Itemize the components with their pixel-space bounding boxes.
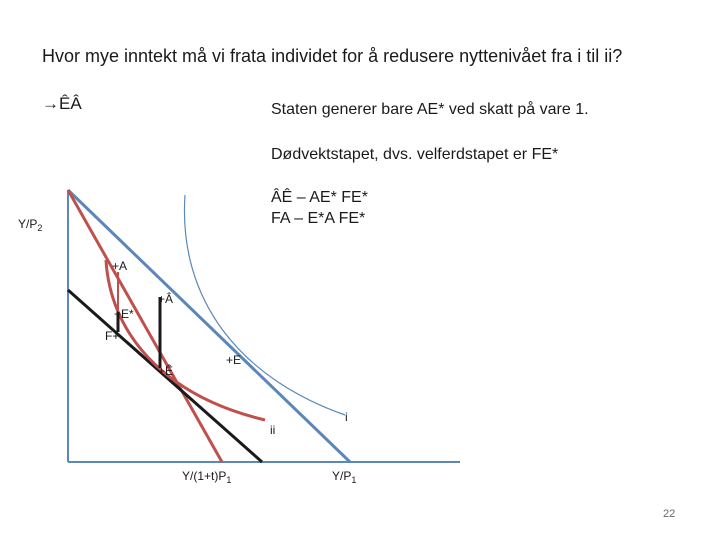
slide-title: Hvor mye inntekt må vi frata individet for å redusere nyttenivået fra i til ii?: [42, 46, 623, 66]
arrow-icon: →: [42, 94, 59, 113]
indifference-curve-i: [184, 195, 345, 415]
label-curve-i: i: [345, 410, 348, 424]
x-label-budget-intercept: $Y/P_1$: [332, 469, 357, 485]
y-axis-label: $Y/P_2$: [18, 217, 43, 233]
note-deadweight: Dødvektstapet, dvs. velferdstapet er FE*: [271, 146, 559, 163]
derivation-1-text: ÂÊ – AE* FE*: [271, 189, 368, 206]
x-label-taxed-intercept: $Y/(1+t)P_1$: [182, 469, 232, 485]
taxed-budget-line: [68, 190, 222, 462]
label-point-a-hat: +Â: [158, 292, 174, 306]
label-point-f: F+: [105, 329, 120, 343]
label-point-e-hat: +Ê: [158, 364, 174, 378]
label-curve-ii: ii: [270, 423, 276, 437]
label-point-a: +A: [112, 259, 128, 273]
label-point-e: +E: [226, 353, 242, 367]
label-point-e-star: +E*: [114, 307, 134, 321]
derivation-2-text: FA – E*A FE*: [271, 210, 366, 227]
arrow-text: ÊÂ: [59, 94, 82, 113]
page-number: 22: [663, 508, 676, 520]
note-revenue: Staten generer bare AE* ved skatt på vare 1.: [271, 101, 589, 118]
